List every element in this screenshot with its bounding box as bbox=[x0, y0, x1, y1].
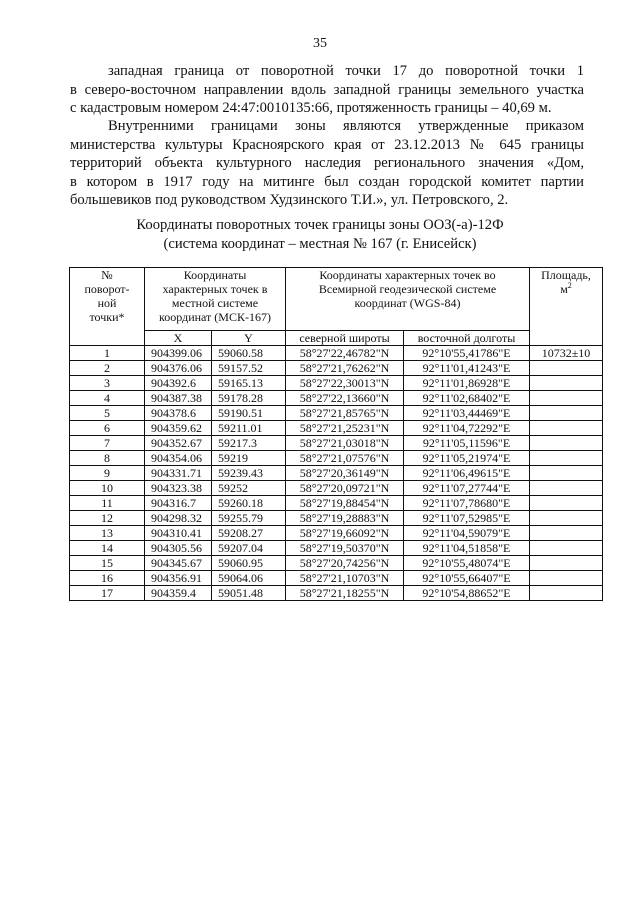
cell-point-number: 6 bbox=[70, 421, 145, 436]
cell-y: 59207.04 bbox=[212, 541, 286, 556]
cell-y: 59260.18 bbox=[212, 496, 286, 511]
cell-point-number: 13 bbox=[70, 526, 145, 541]
header-latitude: северной широты bbox=[286, 331, 404, 346]
table-row bbox=[70, 466, 603, 481]
cell-point-number: 7 bbox=[70, 436, 145, 451]
cell-latitude: 58°27'20,09721"N bbox=[286, 481, 404, 496]
cell-longitude: 92°11'05,11596"E bbox=[404, 436, 530, 451]
cell-latitude: 58°27'20,74256"N bbox=[286, 556, 404, 571]
cell-point-number: 5 bbox=[70, 406, 145, 421]
cell-point-number: 4 bbox=[70, 391, 145, 406]
cell-latitude: 58°27'22,46782"N bbox=[286, 346, 404, 361]
cell-area bbox=[530, 361, 603, 376]
cell-y: 59208.27 bbox=[212, 526, 286, 541]
cell-x: 904316.7 bbox=[145, 496, 212, 511]
cell-y: 59060.58 bbox=[212, 346, 286, 361]
cell-area bbox=[530, 511, 603, 526]
cell-x: 904354.06 bbox=[145, 451, 212, 466]
table-row bbox=[70, 571, 603, 586]
header-point-number: № поворот- ной точки* bbox=[70, 268, 145, 346]
table-row bbox=[70, 496, 603, 511]
cell-x: 904392.6 bbox=[145, 376, 212, 391]
header-longitude: восточной долготы bbox=[404, 331, 530, 346]
cell-longitude: 92°11'01,86928"E bbox=[404, 376, 530, 391]
cell-point-number: 3 bbox=[70, 376, 145, 391]
table-row bbox=[70, 511, 603, 526]
table-row bbox=[70, 451, 603, 466]
cell-point-number: 11 bbox=[70, 496, 145, 511]
cell-x: 904331.71 bbox=[145, 466, 212, 481]
cell-y: 59190.51 bbox=[212, 406, 286, 421]
cell-area bbox=[530, 436, 603, 451]
cell-latitude: 58°27'21,76262"N bbox=[286, 361, 404, 376]
cell-area bbox=[530, 556, 603, 571]
cell-x: 904323.38 bbox=[145, 481, 212, 496]
cell-area bbox=[530, 571, 603, 586]
table-row bbox=[70, 406, 603, 421]
cell-y: 59217.3 bbox=[212, 436, 286, 451]
coordinates-table bbox=[69, 267, 603, 601]
cell-y: 59211.01 bbox=[212, 421, 286, 436]
cell-area bbox=[530, 496, 603, 511]
header-x: X bbox=[145, 331, 212, 346]
cell-latitude: 58°27'19,88454"N bbox=[286, 496, 404, 511]
cell-longitude: 92°10'54,88652"E bbox=[404, 586, 530, 601]
cell-latitude: 58°27'19,28883"N bbox=[286, 511, 404, 526]
cell-latitude: 58°27'21,25231"N bbox=[286, 421, 404, 436]
cell-longitude: 92°10'55,48074"E bbox=[404, 556, 530, 571]
paragraph-western-boundary bbox=[70, 62, 584, 118]
cell-x: 904305.56 bbox=[145, 541, 212, 556]
cell-point-number: 1 bbox=[70, 346, 145, 361]
header-wgs-coordinates: Координаты характерных точек во Всемирной геодезической системе координат (WGS-84) bbox=[286, 268, 530, 331]
table-row bbox=[70, 436, 603, 451]
cell-area bbox=[530, 421, 603, 436]
header-local-coordinates: Координаты характерных точек в местной системе координат (МСК-167) bbox=[145, 268, 286, 331]
table-row bbox=[70, 346, 603, 361]
cell-y: 59239.43 bbox=[212, 466, 286, 481]
cell-latitude: 58°27'21,10703"N bbox=[286, 571, 404, 586]
cell-x: 904378.6 bbox=[145, 406, 212, 421]
table-title bbox=[0, 216, 640, 254]
cell-y: 59060.95 bbox=[212, 556, 286, 571]
cell-latitude: 58°27'21,85765"N bbox=[286, 406, 404, 421]
cell-point-number: 16 bbox=[70, 571, 145, 586]
cell-y: 59157.52 bbox=[212, 361, 286, 376]
cell-latitude: 58°27'21,18255"N bbox=[286, 586, 404, 601]
paragraph-internal-boundaries bbox=[70, 117, 584, 210]
paragraph-line: Внутренними границами зоны являются утвержденные приказом bbox=[108, 118, 584, 134]
cell-longitude: 92°11'01,41243"E bbox=[404, 361, 530, 376]
table-row bbox=[70, 556, 603, 571]
table-row bbox=[70, 421, 603, 436]
cell-latitude: 58°27'20,36149"N bbox=[286, 466, 404, 481]
table-row bbox=[70, 586, 603, 601]
cell-longitude: 92°11'07,78680"E bbox=[404, 496, 530, 511]
page-number: 35 bbox=[313, 36, 327, 51]
table-title-line1: Координаты поворотных точек границы зоны ООЗ(-а)-12Ф bbox=[136, 217, 504, 233]
header-y: Y bbox=[212, 331, 286, 346]
cell-point-number: 10 bbox=[70, 481, 145, 496]
table-row bbox=[70, 541, 603, 556]
cell-point-number: 9 bbox=[70, 466, 145, 481]
cell-y: 59064.06 bbox=[212, 571, 286, 586]
cell-area bbox=[530, 466, 603, 481]
cell-area bbox=[530, 481, 603, 496]
cell-longitude: 92°11'03,44469"E bbox=[404, 406, 530, 421]
cell-area: 10732±10 bbox=[530, 346, 603, 361]
table-row bbox=[70, 481, 603, 496]
cell-longitude: 92°11'05,21974"E bbox=[404, 451, 530, 466]
cell-y: 59178.28 bbox=[212, 391, 286, 406]
cell-longitude: 92°11'02,68402"E bbox=[404, 391, 530, 406]
table-row bbox=[70, 526, 603, 541]
cell-longitude: 92°11'04,72292"E bbox=[404, 421, 530, 436]
cell-area bbox=[530, 376, 603, 391]
cell-x: 904356.91 bbox=[145, 571, 212, 586]
cell-point-number: 2 bbox=[70, 361, 145, 376]
paragraph-line: с кадастровым номером 24:47:0010135:66, протяженность границы – 40,69 м. bbox=[70, 100, 552, 117]
cell-x: 904310.41 bbox=[145, 526, 212, 541]
cell-area bbox=[530, 541, 603, 556]
cell-area bbox=[530, 526, 603, 541]
cell-y: 59165.13 bbox=[212, 376, 286, 391]
cell-y: 59255.79 bbox=[212, 511, 286, 526]
cell-longitude: 92°11'06,49615"E bbox=[404, 466, 530, 481]
cell-point-number: 15 bbox=[70, 556, 145, 571]
table-title-line2: (система координат – местная № 167 (г. Енисейск) bbox=[163, 236, 477, 252]
table-row bbox=[70, 376, 603, 391]
cell-point-number: 8 bbox=[70, 451, 145, 466]
paragraph-line: территорий объекта культурного наследия регионального значения «Дом, bbox=[70, 155, 584, 172]
cell-x: 904399.06 bbox=[145, 346, 212, 361]
cell-latitude: 58°27'19,66092"N bbox=[286, 526, 404, 541]
cell-x: 904345.67 bbox=[145, 556, 212, 571]
cell-y: 59051.48 bbox=[212, 586, 286, 601]
cell-area bbox=[530, 586, 603, 601]
cell-x: 904359.62 bbox=[145, 421, 212, 436]
cell-longitude: 92°11'04,59079"E bbox=[404, 526, 530, 541]
paragraph-line: западная граница от поворотной точки 17 до поворотной точки 1 bbox=[108, 63, 584, 79]
table-row bbox=[70, 391, 603, 406]
cell-point-number: 14 bbox=[70, 541, 145, 556]
cell-y: 59252 bbox=[212, 481, 286, 496]
cell-longitude: 92°11'04,51858"E bbox=[404, 541, 530, 556]
cell-latitude: 58°27'21,03018"N bbox=[286, 436, 404, 451]
cell-x: 904359.4 bbox=[145, 586, 212, 601]
table-row bbox=[70, 361, 603, 376]
paragraph-line: в котором в 1917 году на митинге был создан городской комитет партии bbox=[70, 173, 584, 190]
cell-x: 904387.38 bbox=[145, 391, 212, 406]
cell-x: 904298.32 bbox=[145, 511, 212, 526]
cell-point-number: 17 bbox=[70, 586, 145, 601]
cell-longitude: 92°11'07,52985"E bbox=[404, 511, 530, 526]
paragraph-line: большевиков под руководством Худзинского Т.И.», ул. Петровского, 2. bbox=[70, 192, 509, 209]
paragraph-line: в северо-восточном направлении вдоль западной границы земельного участка bbox=[70, 81, 584, 98]
cell-longitude: 92°11'07,27744"E bbox=[404, 481, 530, 496]
cell-latitude: 58°27'22,30013"N bbox=[286, 376, 404, 391]
cell-area bbox=[530, 391, 603, 406]
cell-area bbox=[530, 451, 603, 466]
cell-x: 904352.67 bbox=[145, 436, 212, 451]
cell-latitude: 58°27'22,13660"N bbox=[286, 391, 404, 406]
cell-longitude: 92°10'55,66407"E bbox=[404, 571, 530, 586]
header-area: Площадь, $м^2$ bbox=[530, 268, 603, 346]
cell-point-number: 12 bbox=[70, 511, 145, 526]
cell-area bbox=[530, 406, 603, 421]
cell-longitude: 92°10'55,41786"E bbox=[404, 346, 530, 361]
cell-x: 904376.06 bbox=[145, 361, 212, 376]
paragraph-line: министерства культуры Красноярского края от 23.12.2013 № 645 границы bbox=[70, 136, 584, 153]
cell-y: 59219 bbox=[212, 451, 286, 466]
cell-latitude: 58°27'21,07576"N bbox=[286, 451, 404, 466]
cell-latitude: 58°27'19,50370"N bbox=[286, 541, 404, 556]
